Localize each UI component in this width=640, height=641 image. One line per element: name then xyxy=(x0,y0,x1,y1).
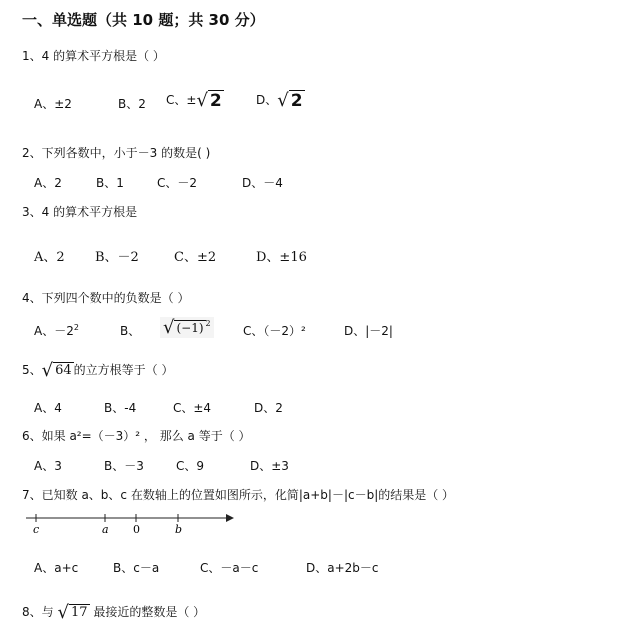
question-8-stem xyxy=(22,602,205,623)
sqrt-icon: √ 64 xyxy=(41,360,72,381)
q4-option-c[interactable]: C、（－2）² xyxy=(243,324,306,338)
q4-option-b-radicand: (−1) xyxy=(176,320,204,335)
q2-option-c[interactable]: C、－2 xyxy=(157,176,198,190)
sqrt-icon: √ 2 xyxy=(277,90,303,111)
q8-stem-prefix: 8、与 xyxy=(22,605,54,619)
sqrt-icon: √ 2 xyxy=(196,90,222,111)
q6-option-c[interactable]: C、9 xyxy=(176,459,205,473)
q5-option-b[interactable]: B、-4 xyxy=(104,401,137,415)
q1-option-c[interactable] xyxy=(166,90,224,111)
q7-option-d[interactable]: D、a+2b－c xyxy=(306,561,379,575)
q6-option-b[interactable]: B、－3 xyxy=(104,459,144,473)
question-2-stem: 2、下列各数中，小于－3 的数是( ) xyxy=(22,146,211,160)
q6-option-a[interactable]: A、3 xyxy=(34,459,62,473)
q4-option-b-label: B、 xyxy=(120,324,141,338)
q2-option-b[interactable]: B、1 xyxy=(96,176,124,190)
q4-option-b-sqrt-expression xyxy=(160,317,214,338)
section-title: 一、单选题（共 10 题；共 30 分） xyxy=(22,11,265,29)
q1-option-c-label: C、± xyxy=(166,93,197,107)
q2-option-a[interactable]: A、2 xyxy=(34,176,62,190)
number-line-label-0: 0 xyxy=(133,523,140,536)
q4-option-b[interactable] xyxy=(120,322,140,339)
q5-stem-suffix: 的立方根等于（ ） xyxy=(73,363,174,377)
q7-option-b[interactable]: B、c－a xyxy=(113,561,160,575)
q8-radicand: 17 xyxy=(70,605,88,620)
q4-option-b-exponent: 2 xyxy=(205,319,211,328)
question-3-stem: 3、4 的算术平方根是 xyxy=(22,205,138,219)
q5-radicand: 64 xyxy=(55,363,72,378)
q3-option-b[interactable]: B、－2 xyxy=(95,250,139,265)
q4-option-a[interactable] xyxy=(34,322,79,339)
q5-option-c[interactable]: C、±4 xyxy=(173,401,212,415)
arrow-icon xyxy=(226,514,234,522)
q1-option-d-radicand: 2 xyxy=(290,90,303,111)
sqrt-icon: √ (−1) xyxy=(163,317,204,338)
q4-option-a-label: A、－2 xyxy=(34,324,74,338)
q1-option-d-label: D、 xyxy=(256,93,278,107)
question-7-stem: 7、已知数 a、b、c 在数轴上的位置如图所示，化简|a+b|－|c－b|的结果是（ ） xyxy=(22,488,455,502)
question-6-stem: 6、如果 a²=（－3）² ， 那么 a 等于（ ） xyxy=(22,429,251,443)
q6-option-d[interactable]: D、±3 xyxy=(250,459,289,473)
question-1-stem: 1、4 的算术平方根是（ ） xyxy=(22,49,165,63)
q1-option-a[interactable]: A、±2 xyxy=(34,97,72,111)
q3-option-a[interactable]: A、2 xyxy=(34,250,65,265)
q5-stem-prefix: 5、 xyxy=(22,363,42,377)
q5-option-a[interactable]: A、4 xyxy=(34,401,62,415)
q2-option-d[interactable]: D、－4 xyxy=(242,176,283,190)
q7-option-a[interactable]: A、a+c xyxy=(34,561,79,575)
number-line-label-b: b xyxy=(175,523,183,536)
q8-stem-suffix: 最接近的整数是（ ） xyxy=(93,605,206,619)
q1-option-c-radicand: 2 xyxy=(209,90,222,111)
number-line-label-c: c xyxy=(33,523,40,536)
question-5-stem xyxy=(22,360,174,381)
q7-option-c[interactable]: C、－a－c xyxy=(200,561,259,575)
q3-option-c[interactable]: C、±2 xyxy=(174,250,217,265)
number-line-label-a: a xyxy=(102,523,109,536)
sqrt-icon: √ 17 xyxy=(57,602,88,623)
q5-option-d[interactable]: D、2 xyxy=(254,401,283,415)
number-line xyxy=(22,508,242,538)
question-4-stem: 4、下列四个数中的负数是（ ） xyxy=(22,291,190,305)
q4-option-d[interactable]: D、|－2| xyxy=(344,324,393,338)
q1-option-d[interactable] xyxy=(256,90,305,111)
q1-option-b[interactable]: B、2 xyxy=(118,97,146,111)
q4-option-a-exponent: 2 xyxy=(73,323,79,332)
q3-option-d[interactable]: D、±16 xyxy=(256,250,307,265)
